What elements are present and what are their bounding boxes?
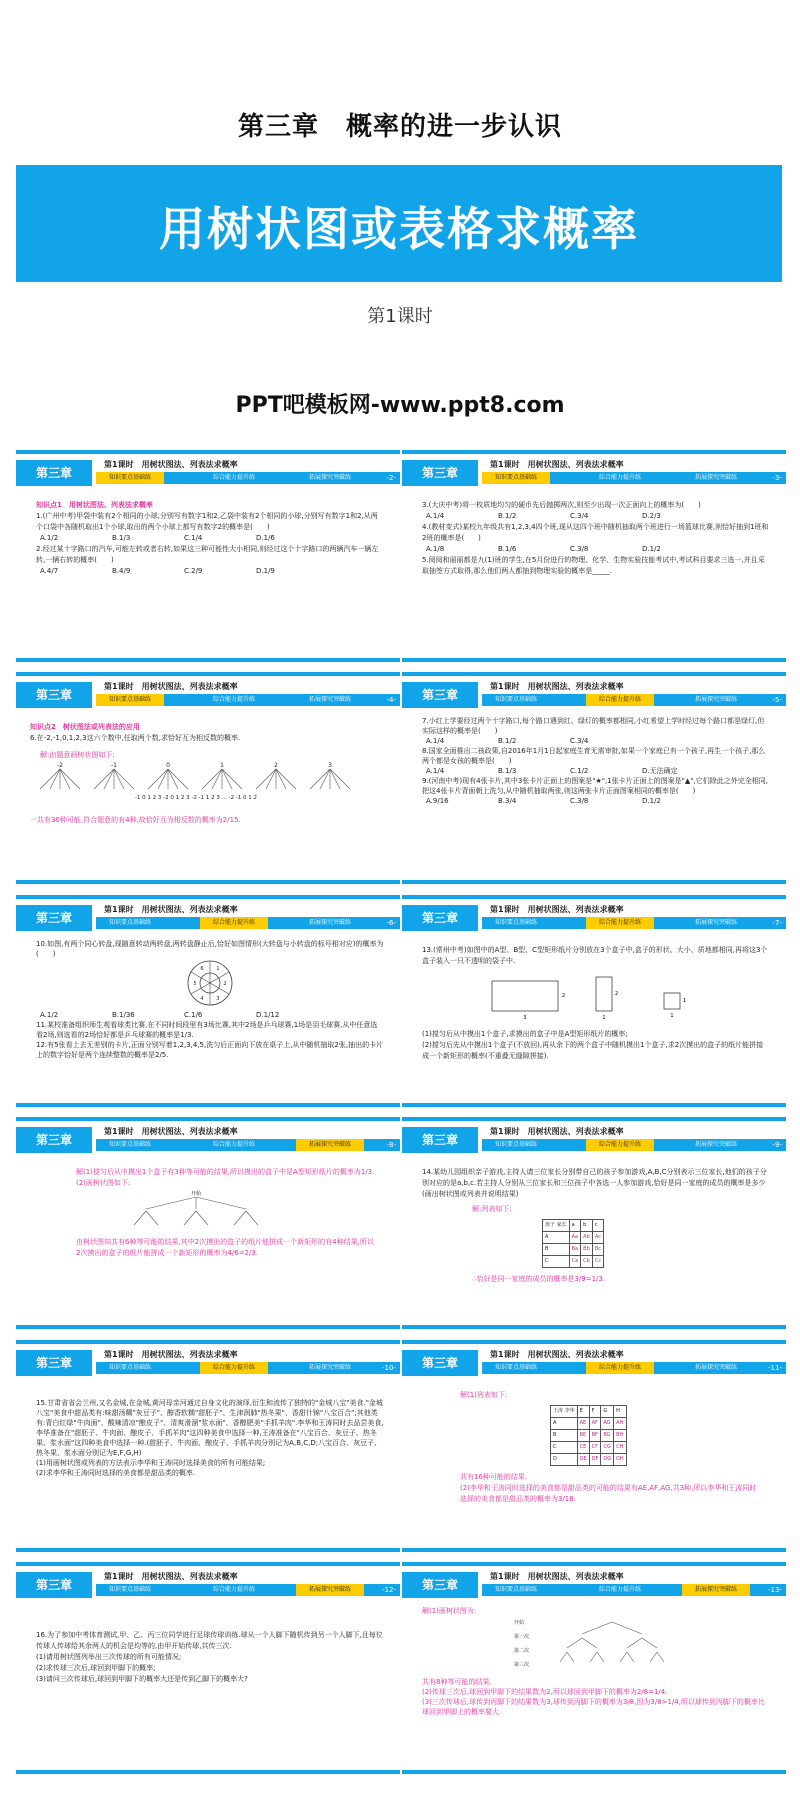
slide-title: 第1课时 用树状图法、列表法求概率: [490, 460, 624, 469]
site-watermark: PPT吧模板网-www.ppt8.com: [235, 393, 565, 418]
option: B.1/2: [498, 737, 517, 745]
slide-header: [402, 903, 786, 933]
main-title: 用树状图或表格求概率: [159, 202, 639, 256]
tab-extension[interactable]: 拓展探究突破练: [308, 919, 351, 926]
table-cell: CE: [577, 1442, 589, 1454]
tab-basic[interactable]: 知识要点基础练: [96, 472, 164, 484]
page-number: -7-: [772, 919, 782, 927]
answer-part-1: 解(1)搅匀后从中摸出1个盒子有3种等可能的结果,所以摸出的盒子中是A型矩形纸片的概率为1/3.: [76, 1168, 375, 1176]
slide-title: 第1课时 用树状图法、列表法求概率: [490, 1350, 624, 1359]
question-15-part-1: (1)用画树状图或列表的方法表示李华和王涛同时选择美食的所有可能结果;: [36, 1459, 266, 1467]
section-heading: 知识点1 用树状图法、列表法求概率: [36, 501, 153, 509]
tab-comprehensive[interactable]: 综合能力提升练: [200, 1362, 268, 1374]
table-cell: A: [543, 1232, 570, 1244]
slide-title: 第1课时 用树状图法、列表法求概率: [490, 1572, 624, 1581]
slide-page-3: [402, 450, 786, 662]
section-tabs: [96, 694, 400, 706]
question-14: 14.某幼儿园组织亲子游戏,主持人请三位家长分别带自己的孩子参加游戏,A,B,C分别表示三位家长,他们的孩子分别对应的是a,b,c.若主持人分别从三位家长和三位孩子中各选一人参加游戏,恰好是同一家庭的成员的概率是多少(画出树状图或列表并说明结果): [422, 1168, 767, 1198]
chapter-tab: 第三章: [402, 1572, 478, 1598]
answer-conclusion: 一共有30种可能,符合题意的有4种,故恰好互为相反数的概率为2/15.: [30, 816, 241, 824]
tree-diagram: [422, 1616, 770, 1674]
slide-body: [460, 1390, 760, 1505]
table-header-cell: 孩子 家长: [543, 1220, 570, 1232]
answer-part-3: (3)三次传球后,球传到丙脚下的结果数为3,球传到丙脚下的概率为3/8,因为3/8>1/4,所以球传到丙脚下的概率比球回到甲脚上的概率要大.: [422, 1698, 765, 1716]
page-number: -13-: [768, 1586, 782, 1594]
table-header-cell: F: [589, 1406, 601, 1418]
tab-comprehensive[interactable]: 综合能力提升练: [212, 474, 255, 481]
question-8-options: [426, 766, 770, 776]
slide-title: 第1课时 用树状图法、列表法求概率: [104, 1572, 238, 1581]
chapter-tab: 第三章: [402, 1127, 478, 1153]
page-number: -2-: [386, 474, 396, 482]
section-heading: 知识点2 树状图法或列表法的应用: [30, 723, 140, 731]
table-header-cell: G: [601, 1406, 614, 1418]
page-number: -5-: [772, 696, 782, 704]
table-cell: AH: [614, 1418, 627, 1430]
option: B.4/9: [112, 567, 131, 575]
table-cell: CF: [589, 1442, 601, 1454]
tab-basic[interactable]: 知识要点基础练: [108, 1586, 151, 1593]
option: D.2/3: [642, 512, 661, 520]
table-cell: A: [551, 1418, 578, 1430]
table-header-cell: 王涛 李华: [551, 1406, 578, 1418]
question-5: 5.阅阅和丽丽都是九(1)班的学生,在5月份进行的物理、化学、生物实验技能考试中,考试科目要求三选一,并且采取抽签方式取得,那么他们两人都抽到物理实验的概率是_____.: [422, 556, 765, 575]
table-cell: B: [543, 1244, 570, 1256]
tree-branches: [560, 1622, 664, 1662]
chapter-tab: 第三章: [16, 682, 92, 708]
table-cell: DE: [577, 1454, 589, 1466]
table-header-row: [551, 1406, 627, 1418]
lesson-label: 第1课时: [367, 306, 433, 327]
tree-root: -2: [57, 762, 63, 769]
slide-title: 第1课时 用树状图法、列表法求概率: [104, 1127, 238, 1136]
table-cell: DH: [614, 1454, 627, 1466]
rect-label: 1: [670, 1013, 674, 1019]
question-7-options: [426, 736, 770, 746]
answer-part-2: (2)李华和王涛同时选择的美食都是甜品类的可能的结果有AE,AF,AG,共3种,所以李华和王涛同时选择的美食都是甜品类的概率为3/16.: [460, 1484, 757, 1503]
slide-header: [16, 1125, 400, 1155]
tree-level-label: 第二次: [514, 1648, 530, 1654]
tab-comprehensive[interactable]: 综合能力提升练: [212, 696, 255, 703]
option: D.1/9: [256, 567, 275, 575]
option: C.1/6: [184, 1011, 203, 1019]
tab-comprehensive[interactable]: 综合能力提升练: [586, 694, 654, 706]
question-4: 4.(教材变式)某校九年级共有1,2,3,4四个班,现从这四个班中随机抽取两个班进行一场篮球比赛,则恰好抽到1班和2班的概率是( ): [422, 523, 769, 542]
table-header-row: [543, 1220, 604, 1232]
tree-root: 0: [166, 762, 170, 769]
slide-header: [16, 1348, 400, 1378]
answer-part-1: 共有16种可能的结果.: [460, 1473, 528, 1481]
table-cell: BF: [589, 1430, 601, 1442]
slide-title: 第1课时 用树状图法、列表法求概率: [104, 905, 238, 914]
option: D.1/2: [642, 545, 661, 553]
table-cell: DF: [589, 1454, 601, 1466]
answer-part-1: 共有8种等可能的结果.: [422, 1678, 492, 1686]
table-header-cell: b: [581, 1220, 593, 1232]
table-cell: DG: [601, 1454, 614, 1466]
slide-page-6: [16, 895, 400, 1107]
slide-body: [76, 1167, 376, 1259]
tab-comprehensive[interactable]: 综合能力提升练: [598, 1586, 641, 1593]
tree-leaves: -1 0 1 2 3 -2 0 1 2 3 -2 -1 1 2 3 ... -2 -1 0 1 2: [134, 795, 258, 801]
table-cell: Bb: [581, 1244, 593, 1256]
slide-header: [16, 903, 400, 933]
table-cell: Ab: [581, 1232, 593, 1244]
section-tabs: [482, 1584, 786, 1596]
tab-extension[interactable]: 拓展探究突破练: [694, 696, 737, 703]
tree-root: 3: [328, 762, 332, 769]
slide-page-7: [402, 895, 786, 1107]
table-cell: D: [551, 1454, 578, 1466]
question-13: 13.(常州中考)如图中的A型、B型、C型矩形纸片分别放在3个盒子中,盒子的形状、大小、质地都相同,再将这3个盒子装入一只不透明的袋子中.: [422, 946, 768, 965]
option: D.1/6: [256, 534, 275, 542]
rectangles-diagram: [422, 967, 770, 1025]
option: A.9/16: [426, 797, 449, 805]
chapter-tab: 第三章: [402, 682, 478, 708]
slide-page-13: [402, 1562, 786, 1774]
question-4-options: [426, 544, 770, 555]
slide-page-2: [16, 450, 400, 662]
slide-title: 第1课时 用树状图法、列表法求概率: [104, 682, 238, 691]
slide-page-5: [402, 672, 786, 884]
slide-header: [402, 680, 786, 710]
question-10-options: [40, 1010, 384, 1020]
chapter-title: 第三章 概率的进一步认识: [237, 112, 562, 142]
family-table: [542, 1219, 604, 1268]
slide-page-11: [402, 1340, 786, 1552]
tree-root: 开始: [190, 1191, 202, 1197]
section-tabs: [96, 1584, 400, 1596]
tab-comprehensive[interactable]: 综合能力提升练: [586, 917, 654, 929]
chapter-tab: 第三章: [16, 1350, 92, 1376]
chapter-tab: 第三章: [16, 460, 92, 486]
page-number: -9-: [772, 1141, 782, 1149]
table-cell: BG: [601, 1430, 614, 1442]
tab-extension[interactable]: 拓展探究突破练: [308, 1364, 351, 1371]
chapter-tab: 第三章: [16, 1572, 92, 1598]
rect-label: 2: [562, 993, 566, 999]
section-tabs: [482, 694, 786, 706]
question-9: 9.(河南中考)现有4张卡片,其中3张卡片正面上的图案是"★",1张卡片正面上的图案是"▲",它们除此之外完全相同,把这4张卡片背面朝上洗匀,从中随机抽取两张,则这两张卡片正面图案相同的概率是( ): [422, 777, 768, 795]
question-16-part-1: (1)请用树状图列举出三次传球的所有可能情况;: [36, 1653, 182, 1661]
option: B.1/2: [498, 512, 517, 520]
chapter-tab: 第三章: [402, 905, 478, 931]
question-12: 12.有5张看上去无差别的卡片,正面分别写着1,2,3,4,5,洗匀后正面向下放在桌子上,从中随机抽取2张,抽出的卡片上的数字恰好是两个连续整数的概率是2/5.: [36, 1041, 384, 1059]
spinner-label: 3: [216, 996, 220, 1002]
question-16: 16.为了参加中考体育测试,甲、乙、丙三位同学进行足球传球训练.球从一个人脚下随机传到另一个人脚下,且每位传球人传球给其余两人的机会是均等的,由甲开始传球,共传三次.: [36, 1631, 383, 1650]
question-13-part-2: (2)搅匀后先从中摸出1个盒子(不放回),再从余下的两个盒子中随机摸出1个盒子,求2次摸出的盒子的纸片能拼接成一个新矩形的概率(不重叠无缝隙拼接).: [422, 1041, 764, 1060]
table-row: [543, 1256, 604, 1268]
tab-extension[interactable]: 拓展探究突破练: [296, 1584, 364, 1596]
question-15: 15.甘肃省省会兰州,又名金城,在金城,黄河母亲河通过自身文化的演绎,衍生和流传了独特的"金城八宝"美食."金城八宝"美食中甜品类有:味甜汤糊"灰豆子"、醇香软糯"甜胚子"、生津润肺"热冬果"、香甜什锦"八宝百合";其他类有:青白红绿"牛肉面"、酸辣清凉"酿皮子"、清爽滑溜"浆水面"、香醇肥美"手抓羊肉".李华和王涛同时去品尝美食,李华准备在"甜胚子、牛肉面、酿皮子、手抓羊肉"这四种美食中选择一种,王涛准备在"八宝百合、灰豆子、热冬果、浆水面"这四种美食中选择一种.(甜胚子、牛肉面、酿皮子、手抓羊肉分别记为A,B,C,D;八宝百合、灰豆子、热冬果、浆水面分别记为E,F,G,H): [36, 1399, 384, 1457]
rect-label: 1: [602, 1015, 606, 1021]
slide-header: [402, 1348, 786, 1378]
page-number: -6-: [386, 919, 396, 927]
slide-header: [16, 458, 400, 488]
table-cell: Ac: [592, 1232, 603, 1244]
option: A.1/4: [426, 737, 445, 745]
tree-root: 1: [220, 762, 224, 769]
tree-root: 2: [274, 762, 278, 769]
spinner-label: 4: [200, 996, 204, 1002]
rect-label: 2: [615, 991, 619, 997]
table-cell: AG: [601, 1418, 614, 1430]
slide-page-9: [402, 1117, 786, 1329]
table-cell: BE: [577, 1430, 589, 1442]
question-9-options: [426, 796, 770, 806]
section-tabs: [96, 1139, 400, 1151]
table-cell: C: [551, 1442, 578, 1454]
tree-level-label: 开始: [514, 1620, 525, 1626]
tab-comprehensive[interactable]: 综合能力提升练: [586, 1139, 654, 1151]
answer-label: 解(1)列表如下:: [460, 1391, 508, 1399]
slide-title: 第1课时 用树状图法、列表法求概率: [490, 905, 624, 914]
slide-title: 第1课时 用树状图法、列表法求概率: [104, 460, 238, 469]
tab-basic[interactable]: 知识要点基础练: [494, 1586, 537, 1593]
page-number: -4-: [386, 696, 396, 704]
option: A.1/2: [40, 534, 59, 542]
question-11: 11.某校准备组织师生观看球类比赛,在不同时间段里有3场比赛,其中2场是乒乓球赛,1场是羽毛球赛,从中任意选看2场,则选看的2场恰好都是乒乓球赛的概率是1/3.: [36, 1021, 378, 1039]
answer-part-2: 由树状图知共有6种等可能的结果,其中2次摸出的盒子的纸片能拼成一个新矩形的有4种结果,所以2次摸出的盒子的纸片能拼成一个新矩形的概率为4/6=2/3.: [76, 1238, 374, 1257]
question-16-part-3: (3)请问三次传球后,球回到甲脚下的概率大还是传到乙脚下的概率大?: [36, 1675, 248, 1683]
tab-extension[interactable]: 拓展探究突破练: [308, 696, 351, 703]
page-number: -8-: [386, 1141, 396, 1149]
tab-comprehensive[interactable]: 综合能力提升练: [586, 1362, 654, 1374]
tab-basic[interactable]: 知识要点基础练: [494, 1141, 537, 1148]
question-2: 2.经过某十字路口的汽车,可能左转或者右转,如果这三种可能性大小相同,则经过这个十字路口的两辆汽车一辆左转,一辆右转的概率( ): [36, 545, 379, 564]
option: A.4/7: [40, 567, 59, 575]
table-cell: AF: [589, 1418, 601, 1430]
table-cell: AE: [577, 1418, 589, 1430]
section-tabs: [96, 1362, 400, 1374]
slide-header: [16, 680, 400, 710]
slide-body: [422, 1167, 770, 1285]
question-6: 6.在-2,-1,0,1,2,3这六个数中,任取两个数,求恰好互为相反数的概率.: [30, 734, 241, 742]
option: A.1/4: [426, 767, 445, 775]
option: B.1/3: [112, 534, 131, 542]
rect-label: 1: [683, 998, 687, 1004]
answer-part-2-label: (2)画树状图如下:: [76, 1179, 131, 1187]
table-row: [543, 1232, 604, 1244]
tab-basic[interactable]: 知识要点基础练: [494, 696, 537, 703]
slide-body: [30, 722, 378, 826]
slide-page-10: [16, 1340, 400, 1552]
option: D.无法确定: [642, 767, 678, 775]
chapter-tab: 第三章: [402, 460, 478, 486]
rect-b: [596, 977, 612, 1011]
table-row: [551, 1454, 627, 1466]
tab-basic[interactable]: 知识要点基础练: [482, 472, 550, 484]
slide-header: [402, 458, 786, 488]
tree-diagram: [30, 761, 378, 811]
slide-body: [36, 500, 384, 577]
chapter-tab: 第三章: [16, 905, 92, 931]
answer-part-2: (2)传球三次后,球回到甲脚下的结果数为2,所以球回到甲脚下的概率为2/8=1/4.: [422, 1688, 668, 1696]
tab-comprehensive[interactable]: 综合能力提升练: [598, 474, 641, 481]
slide-body: [422, 945, 770, 1062]
option: B.1/6: [498, 545, 517, 553]
slide-header: [402, 1125, 786, 1155]
answer-label: 解(1)画树状图为:: [422, 1607, 477, 1615]
section-tabs: [482, 917, 786, 929]
section-tabs: [482, 1139, 786, 1151]
question-13-part-1: (1)搅匀后从中摸出1个盒子,求摸出的盒子中是A型矩形纸片的概率;: [422, 1030, 628, 1038]
option: C.3/4: [570, 512, 589, 520]
tab-comprehensive[interactable]: 综合能力提升练: [212, 1141, 255, 1148]
question-7: 7.小红上学要经过两个十字路口,每个路口遇到红、绿灯的概率都相同,小红希望上学时经过每个路口都是绿灯,但实际这样的概率是( ): [422, 717, 765, 735]
question-16-part-2: (2)求传球三次后,球回到甲脚下的概率;: [36, 1664, 156, 1672]
question-15-part-2: (2)求李华和王涛同时选择的美食都是甜品类的概率.: [36, 1469, 196, 1477]
tab-extension[interactable]: 拓展探究突破练: [694, 474, 737, 481]
page-number: -10-: [382, 1364, 396, 1372]
table-header-cell: a: [569, 1220, 581, 1232]
table-cell: C: [543, 1256, 570, 1268]
answer-label: 解:由题意画树状图如下:: [40, 751, 115, 759]
section-tabs: [482, 472, 786, 484]
rect-label: 3: [523, 1015, 527, 1021]
rect-a: [492, 981, 558, 1011]
table-cell: Cc: [592, 1256, 603, 1268]
tab-extension[interactable]: 拓展探究突破练: [694, 919, 737, 926]
option: B.1/3: [498, 767, 517, 775]
table-cell: Ba: [569, 1244, 581, 1256]
rect-c: [664, 993, 680, 1009]
question-8: 8.国家全面推出二孩政策,自2016年1月1日起家庭生育无需审批,如果一个家庭已有一个孩子,再生一个孩子,那么两个都是女孩的概率是( ): [422, 747, 766, 765]
slide-header: [16, 1570, 400, 1600]
question-1: 1.(广州中考)甲袋中装有2个相同的小球,分别写有数字1和2,乙袋中装有2个相同的小球,分别写有数字1和2,从两个口袋中各随机取出1个小球,取出的两个小球上都写有数字2的概率是( ): [36, 512, 378, 531]
page-number: -12-: [382, 1586, 396, 1594]
chapter-tab: 第三章: [16, 1127, 92, 1153]
answer-conclusion: ∴恰好是同一家庭的成员的概率是3/9=1/3.: [472, 1275, 606, 1283]
section-tabs: [96, 472, 400, 484]
tab-comprehensive[interactable]: 综合能力提升练: [200, 917, 268, 929]
slide-body: [36, 1630, 384, 1685]
question-3-options: [426, 511, 770, 522]
option: C.1/4: [184, 534, 203, 542]
tab-basic[interactable]: 知识要点基础练: [494, 919, 537, 926]
cover-slide: [0, 0, 800, 450]
option: C.2/9: [184, 567, 203, 575]
slide-body: [36, 1398, 384, 1478]
spinner-label: 5: [193, 981, 197, 987]
slide-body: [422, 500, 770, 577]
section-tabs: [96, 917, 400, 929]
tree-level-label: 第一次: [514, 1634, 530, 1640]
page-number: -11-: [768, 1364, 782, 1372]
option: D.1/2: [642, 797, 661, 805]
table-cell: Cb: [581, 1256, 593, 1268]
tree-diagram: [76, 1189, 376, 1233]
page-number: -3-: [772, 474, 782, 482]
table-header-cell: H: [614, 1406, 627, 1418]
tab-basic[interactable]: 知识要点基础练: [108, 1141, 151, 1148]
slide-header: [402, 1570, 786, 1600]
slide-title: 第1课时 用树状图法、列表法求概率: [490, 1127, 624, 1136]
table-cell: CG: [601, 1442, 614, 1454]
tree-branches: [134, 1197, 258, 1225]
option: B.3/4: [498, 797, 517, 805]
slide-body: [422, 1606, 770, 1717]
tab-extension[interactable]: 拓展探究突破练: [682, 1584, 750, 1596]
spinner-label: 2: [223, 981, 227, 987]
option: A.1/8: [426, 545, 445, 553]
slide-page-4: [16, 672, 400, 884]
food-table: [550, 1405, 627, 1466]
tab-basic[interactable]: 知识要点基础练: [108, 919, 151, 926]
title-banner: [16, 165, 782, 282]
tab-extension[interactable]: 拓展探究突破练: [694, 1364, 737, 1371]
option: C.3/8: [570, 545, 589, 553]
slide-title: 第1课时 用树状图法、列表法求概率: [104, 1350, 238, 1359]
spinner-label: 6: [200, 966, 204, 972]
table-cell: B: [551, 1430, 578, 1442]
tab-basic[interactable]: 知识要点基础练: [494, 1364, 537, 1371]
table-cell: Bc: [592, 1244, 603, 1256]
tree-branches: [40, 769, 350, 789]
table-row: [543, 1244, 604, 1256]
question-1-options: [40, 533, 384, 544]
tab-extension[interactable]: 拓展探究突破练: [296, 1139, 364, 1151]
slide-title: 第1课时 用树状图法、列表法求概率: [490, 682, 624, 691]
table-row: [551, 1442, 627, 1454]
spinner-label: 1: [216, 966, 220, 972]
option: C.3/8: [570, 797, 589, 805]
question-10: 10.如图,有两个同心转盘,现随意转动两转盘,两转盘静止后,恰好如图情形(大转盘与小转盘的标号相对应)的概率为( ): [36, 940, 384, 958]
tree-level-label: 第三次: [514, 1662, 530, 1668]
table-cell: Aa: [569, 1232, 581, 1244]
option: A.1/4: [426, 512, 445, 520]
tab-extension[interactable]: 拓展探究突破练: [308, 474, 351, 481]
table-row: [551, 1430, 627, 1442]
option: A.1/2: [40, 1011, 59, 1019]
option: C.1/2: [570, 767, 589, 775]
question-2-options: [40, 566, 384, 577]
option: D.1/12: [256, 1011, 280, 1019]
slide-body: [36, 939, 384, 1060]
tab-basic[interactable]: 知识要点基础练: [96, 694, 164, 706]
table-cell: Ca: [569, 1256, 581, 1268]
table-header-cell: E: [577, 1406, 589, 1418]
tab-comprehensive[interactable]: 综合能力提升练: [212, 1586, 255, 1593]
table-header-cell: c: [592, 1220, 603, 1232]
slide-page-8: [16, 1117, 400, 1329]
table-row: [551, 1418, 627, 1430]
tab-extension[interactable]: 拓展探究突破练: [694, 1141, 737, 1148]
answer-label: 解:列表如下:: [472, 1205, 512, 1213]
tab-basic[interactable]: 知识要点基础练: [108, 1364, 151, 1371]
section-tabs: [482, 1362, 786, 1374]
option: C.3/4: [570, 737, 589, 745]
question-3: 3.(大庆中考)将一枚质地均匀的硬币先后抛掷两次,则至少出现一次正面向上的概率为( ): [422, 501, 701, 509]
spinner-diagram: [36, 959, 384, 1007]
table-cell: BH: [614, 1430, 627, 1442]
table-cell: CH: [614, 1442, 627, 1454]
chapter-tab: 第三章: [402, 1350, 478, 1376]
tree-root: -1: [111, 762, 117, 769]
option: B.1/36: [112, 1011, 135, 1019]
slide-page-12: [16, 1562, 400, 1774]
slide-body: [422, 716, 770, 806]
